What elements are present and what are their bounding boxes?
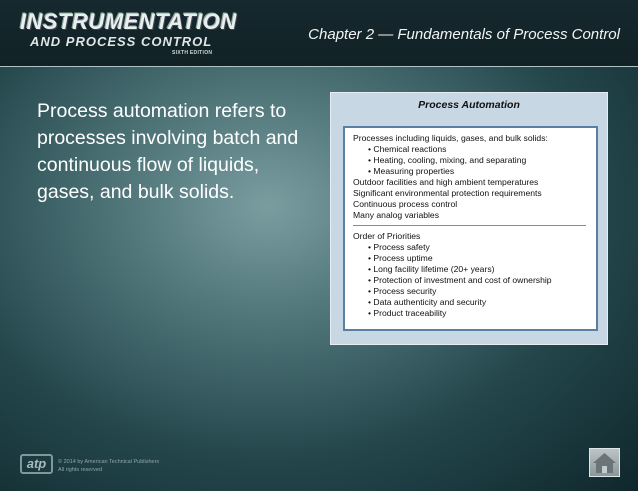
panel-title: Process Automation: [418, 99, 520, 111]
bullet-item: • Long facility lifetime (20+ years): [368, 264, 495, 274]
home-button[interactable]: [589, 448, 620, 477]
characteristics-list: [353, 133, 596, 221]
copyright-notice: [58, 458, 159, 474]
bullet-item: • Chemical reactions: [368, 144, 447, 154]
panel-content: [343, 126, 598, 331]
bullet-item: • Product traceability: [368, 308, 447, 318]
list-line: Many analog variables: [353, 210, 439, 220]
bullet-item: • Protection of investment and cost of ownership: [368, 275, 552, 285]
home-icon: [590, 449, 619, 476]
rights-line: All rights reserved: [58, 467, 103, 473]
bullet-item: • Data authenticity and security: [368, 297, 487, 307]
slide-body-text: Process automation refers to processes involving batch and continuous flow of liquids, gases, and bulk solids.: [37, 100, 299, 203]
copyright-line: © 2014 by American Technical Publishers: [58, 459, 160, 465]
chapter-title: Chapter 2 — Fundamentals of Process Control: [308, 26, 620, 43]
list-line: Processes including liquids, gases, and bulk solids:: [353, 133, 548, 143]
list-line: Continuous process control: [353, 199, 458, 209]
list-line: Outdoor facilities and high ambient temperatures: [353, 177, 539, 187]
bullet-item: • Process uptime: [368, 253, 433, 263]
header-bar: [0, 0, 638, 67]
bullet-item: • Process security: [368, 286, 437, 296]
bullet-item: • Process safety: [368, 242, 430, 252]
section-divider: [353, 225, 586, 226]
bullet-item: • Heating, cooling, mixing, and separating: [368, 155, 527, 165]
process-automation-panel: [330, 92, 608, 345]
book-logo: [20, 9, 237, 58]
list-line: Order of Priorities: [353, 231, 421, 241]
list-line: Significant environmental protection requirements: [353, 188, 542, 198]
bullet-item: • Measuring properties: [368, 166, 455, 176]
logo-edition: SIXTH EDITION: [172, 50, 213, 56]
logo-title: INSTRUMENTATION: [20, 9, 237, 34]
logo-subtitle: AND PROCESS CONTROL: [30, 34, 213, 49]
priorities-list: [353, 231, 596, 319]
atp-logo: atp: [20, 454, 53, 474]
